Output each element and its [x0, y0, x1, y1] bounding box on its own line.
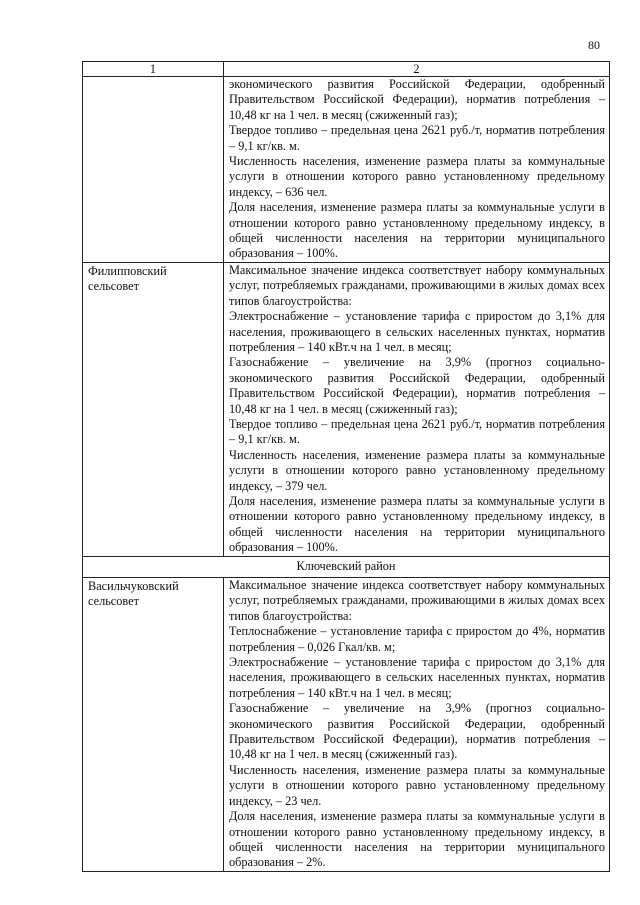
- paragraph: Газоснабжение – увеличение на 3,9% (прогноз социально-экономического развития Российской Федерации, одобренный Правительством Российской Федерации), норматив потребления – 10,48 кг на 1 чел. в месяц (сжиженный газ);: [229, 355, 605, 416]
- table-row: [83, 262, 610, 556]
- paragraph: Электроснабжение – установление тарифа с приростом до 3,1% для населения, проживающего в сельских населенных пунктах, норматив потребления – 140 кВт.ч на 1 чел. в месяц;: [229, 309, 605, 354]
- paragraph: Максимальное значение индекса соответствует набору коммунальных услуг, потребляемых гражданами, проживающими в жилых домах всех типов благоустройства:: [229, 578, 605, 623]
- data-table: [82, 61, 610, 872]
- table-row: [83, 77, 610, 263]
- column-header-2: 2: [224, 62, 610, 77]
- municipality-name-cell: [83, 77, 224, 263]
- paragraph: экономического развития Российской Федерации, одобренный Правительством Российской Федерации), норматив потребления – 10,48 кг на 1 чел. в месяц (сжиженный газ);: [229, 77, 605, 122]
- page-number: 80: [588, 38, 600, 52]
- paragraph: Максимальное значение индекса соответствует набору коммунальных услуг, потребляемых гражданами, проживающими в жилых домах всех типов благоустройства:: [229, 262, 605, 308]
- paragraph: Доля населения, изменение размера платы за коммунальные услуги в отношении которого равно установленному предельному индексу, в общей численности населения на территории муниципального образования – 100%.: [229, 200, 605, 261]
- table-header-row: [83, 62, 610, 77]
- table-row: [83, 578, 610, 872]
- paragraph: Электроснабжение – установление тарифа с приростом до 3,1% для населения, проживающего в сельских населенных пунктах, норматив потребления – 140 кВт.ч на 1 чел. в месяц;: [229, 655, 605, 700]
- paragraph: Твердое топливо – предельная цена 2621 руб./т, норматив потребления – 9,1 кг/кв. м.: [229, 123, 605, 153]
- description-cell: [224, 262, 610, 556]
- paragraph: Численность населения, изменение размера платы за коммунальные услуги в отношении которого равно установленному предельному индексу, – 379 чел.: [229, 447, 605, 493]
- municipality-name-cell: Филипповский сельсовет: [83, 262, 224, 556]
- paragraph: Газоснабжение – увеличение на 3,9% (прогноз социально-экономического развития Российской Федерации, одобренный Правительством Российской Федерации), норматив потребления – 10,48 кг на 1 чел. в месяц (сжиженный газ).: [229, 701, 605, 762]
- paragraph: Численность населения, изменение размера платы за коммунальные услуги в отношении которого равно установленному предельному индексу, – 636 чел.: [229, 154, 605, 199]
- description-cell: [224, 77, 610, 263]
- paragraph: Доля населения, изменение размера платы за коммунальные услуги в отношении которого равно установленному предельному индексу, в общей численности населения на территории муниципального образования – 2%.: [229, 809, 605, 870]
- paragraph: Доля населения, изменение размера платы за коммунальные услуги в отношении которого равно установленному предельному индексу, в общей численности населения на территории муниципального образования – 100%.: [229, 493, 605, 555]
- paragraph: Теплоснабжение – установление тарифа с приростом до 4%, норматив потребления – 0,026 Гкал/кв. м;: [229, 624, 605, 654]
- paragraph: Твердое топливо – предельная цена 2621 руб./т, норматив потребления – 9,1 кг/кв. м.: [229, 416, 605, 447]
- description-cell: [224, 578, 610, 872]
- column-header-1: 1: [83, 62, 224, 77]
- municipality-name-cell: Васильчуковский сельсовет: [83, 578, 224, 872]
- section-row: [83, 556, 610, 577]
- paragraph: Численность населения, изменение размера платы за коммунальные услуги в отношении которого равно установленному предельному индексу, – 23 чел.: [229, 762, 605, 808]
- section-title: Ключевский район: [83, 556, 610, 577]
